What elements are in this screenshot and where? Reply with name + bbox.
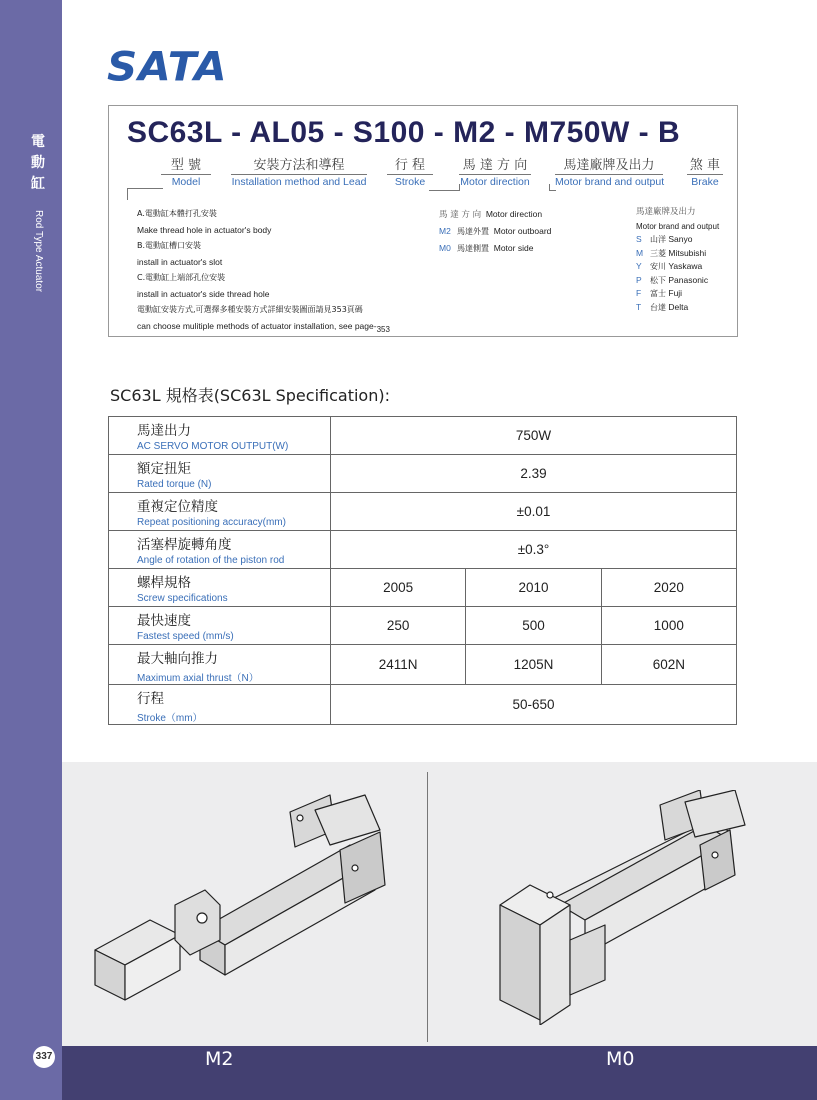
leader-line [549,184,556,191]
install-notes: A.電動缸本體打孔安裝 Make thread hole in actuator's body B.電動缸槽口安裝 install in actuator's slot C.電動缸上端部孔位安裝 install in actuator's side thread hole 電動缸安裝方式,可選擇多種安裝方式詳細安裝圖面請見353頁碼 can choose mulitiple methods of actuator installation, see page-353 [137,209,390,334]
motor-brand-list: 馬達廠牌及出力 Motor brand and output S 山洋 Sanyo M 三菱 Mitsubishi Y 安川 Yaskawa P 松下 Panasonic F 富士 Fuji T 台達 Delta [636,207,720,312]
table-row: 額定扭矩 Rated torque (N) 2.39 [109,455,737,493]
caption-m0: M0 [606,1048,635,1070]
spec-table [108,416,737,725]
m0-actuator-illustration [490,790,750,1025]
table-row: 最大軸向推力 Maximum axial thrust（N） 2411N 1205N 602N [109,645,737,685]
table-row: 最快速度 Fastest speed (mm/s) 250 500 1000 [109,607,737,645]
image-divider [427,772,428,1042]
table-row: 馬達出力 AC SERVO MOTOR OUTPUT(W) 750W [109,417,737,455]
table-row: 螺桿規格 Screw specifications 2005 2010 2020 [109,569,737,607]
table-row: 重複定位精度 Repeat positioning accuracy(mm) ±0.01 [109,493,737,531]
segment-motor-direction: 馬 達 方 向 Motor direction [460,158,530,188]
segment-brake: 煞 車 Brake [687,154,723,188]
bottom-bar [62,1046,817,1100]
motor-direction-list: 馬 達 方 向 Motor direction M2 馬達外置 Motor outboard M0 馬達側置 Motor side [439,209,552,253]
page-number: 337 [33,1046,55,1068]
sidebar-category-en: Rod Type Actuator [33,210,44,293]
caption-m2: M2 [205,1048,234,1070]
spec-title: SC63L 規格表(SC63L Specification): [110,386,390,405]
brand-logo: SATA [107,43,228,90]
leader-line [127,188,129,200]
segment-install: 安裝方法和導程 Installation method and Lead [231,158,367,188]
segment-stroke: 行 程 Stroke [387,154,433,188]
segment-model: 型 號 Model [161,154,211,188]
table-row: 活塞桿旋轉角度 Angle of rotation of the piston rod ±0.3° [109,531,737,569]
leader-line [429,184,460,191]
m2-actuator-illustration [80,790,400,1025]
segment-motor-brand: 馬達廠牌及出力 Motor brand and output [555,158,665,188]
table-row: 行程 Stroke（mm） 50-650 [109,685,737,725]
leader-line [127,188,163,189]
sidebar-category-cn: 電 動 缸 [31,134,45,192]
model-code: SC63L - AL05 - S100 - M2 - M750W - B [127,116,681,149]
model-code-box [108,105,738,337]
